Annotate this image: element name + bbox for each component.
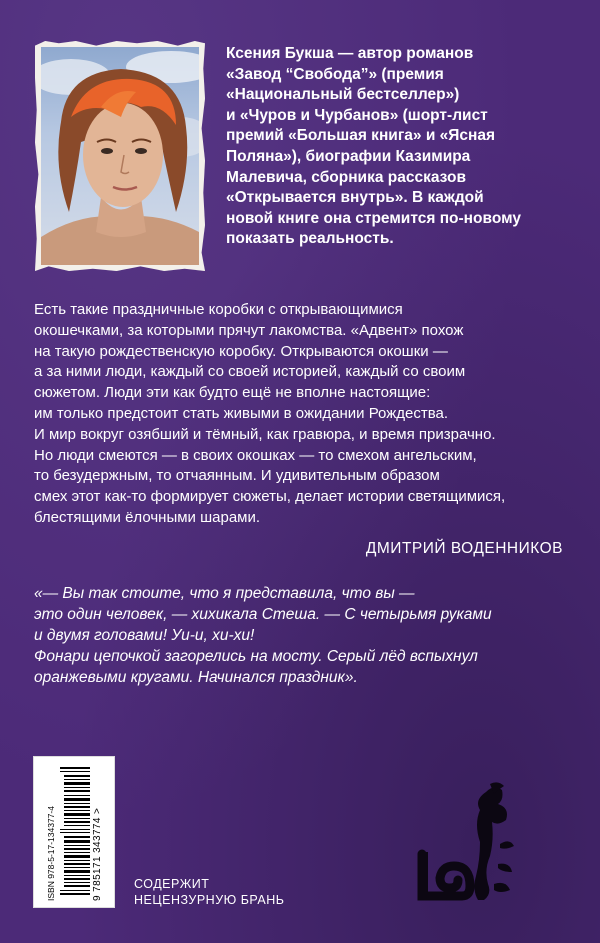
review-text: Есть такие праздничные коробки с открывающимися окошечками, за которыми прячут лакомства. «Адвент» похож на такую рождественскую коробку. Открываются окошки — а за ними люди, каждый со своей историей, каждый со своим сюжетом. Люди эти как будто ещё не вполне настоящие: им только предстоит стать живыми в ожидании Рождества. И мир вокруг озябший и тёмный, как гравюра, и время призрачно. Но люди смеются — в своих окошках — то смехом ангельским, то безудержным, то отчаянным. И удивительным образом смех этот как-то формирует сюжеты, делает истории светящимися, блестящими ёлочными шарами.: [34, 301, 506, 526]
author-bio: Ксения Букша — автор романов «Завод “Свобода”» (премия «Национальный бестселлер») и «Чуров и Чурбанов» (шорт-лист премий «Большая книга» и «Ясная Поляна»), биографии Казимира Малевича, сборника рассказов «Открывается внутрь». В каждой новой книге она стремится по-новому показать реальность.: [226, 45, 521, 248]
barcode: [33, 756, 115, 908]
book-quote: «— Вы так стоите, что я представила, что вы — это один человек, — хихикала Стеша. — С четырьмя руками и двумя головами! Уи-и, хи-хи! Фонари цепочкой загорелись на мосту. Серый лёд вспыхнул оранжевыми кругами. Начинался праздник».: [34, 585, 492, 686]
snail-and-mushroom-logo-icon: [414, 780, 534, 905]
author-photo: [35, 41, 205, 271]
review-author: ДМИТРИЙ ВОДЕННИКОВ: [365, 540, 563, 557]
barcode-digits: 9 785171 343774 >: [92, 807, 103, 901]
isbn-label: ISBN 978-5-17-134377-4: [46, 806, 56, 901]
author-portrait-image: [41, 47, 199, 265]
content-warning: СОДЕРЖИТ НЕЦЕНЗУРНУЮ БРАНЬ: [134, 877, 285, 907]
barcode-bars: [60, 767, 90, 895]
